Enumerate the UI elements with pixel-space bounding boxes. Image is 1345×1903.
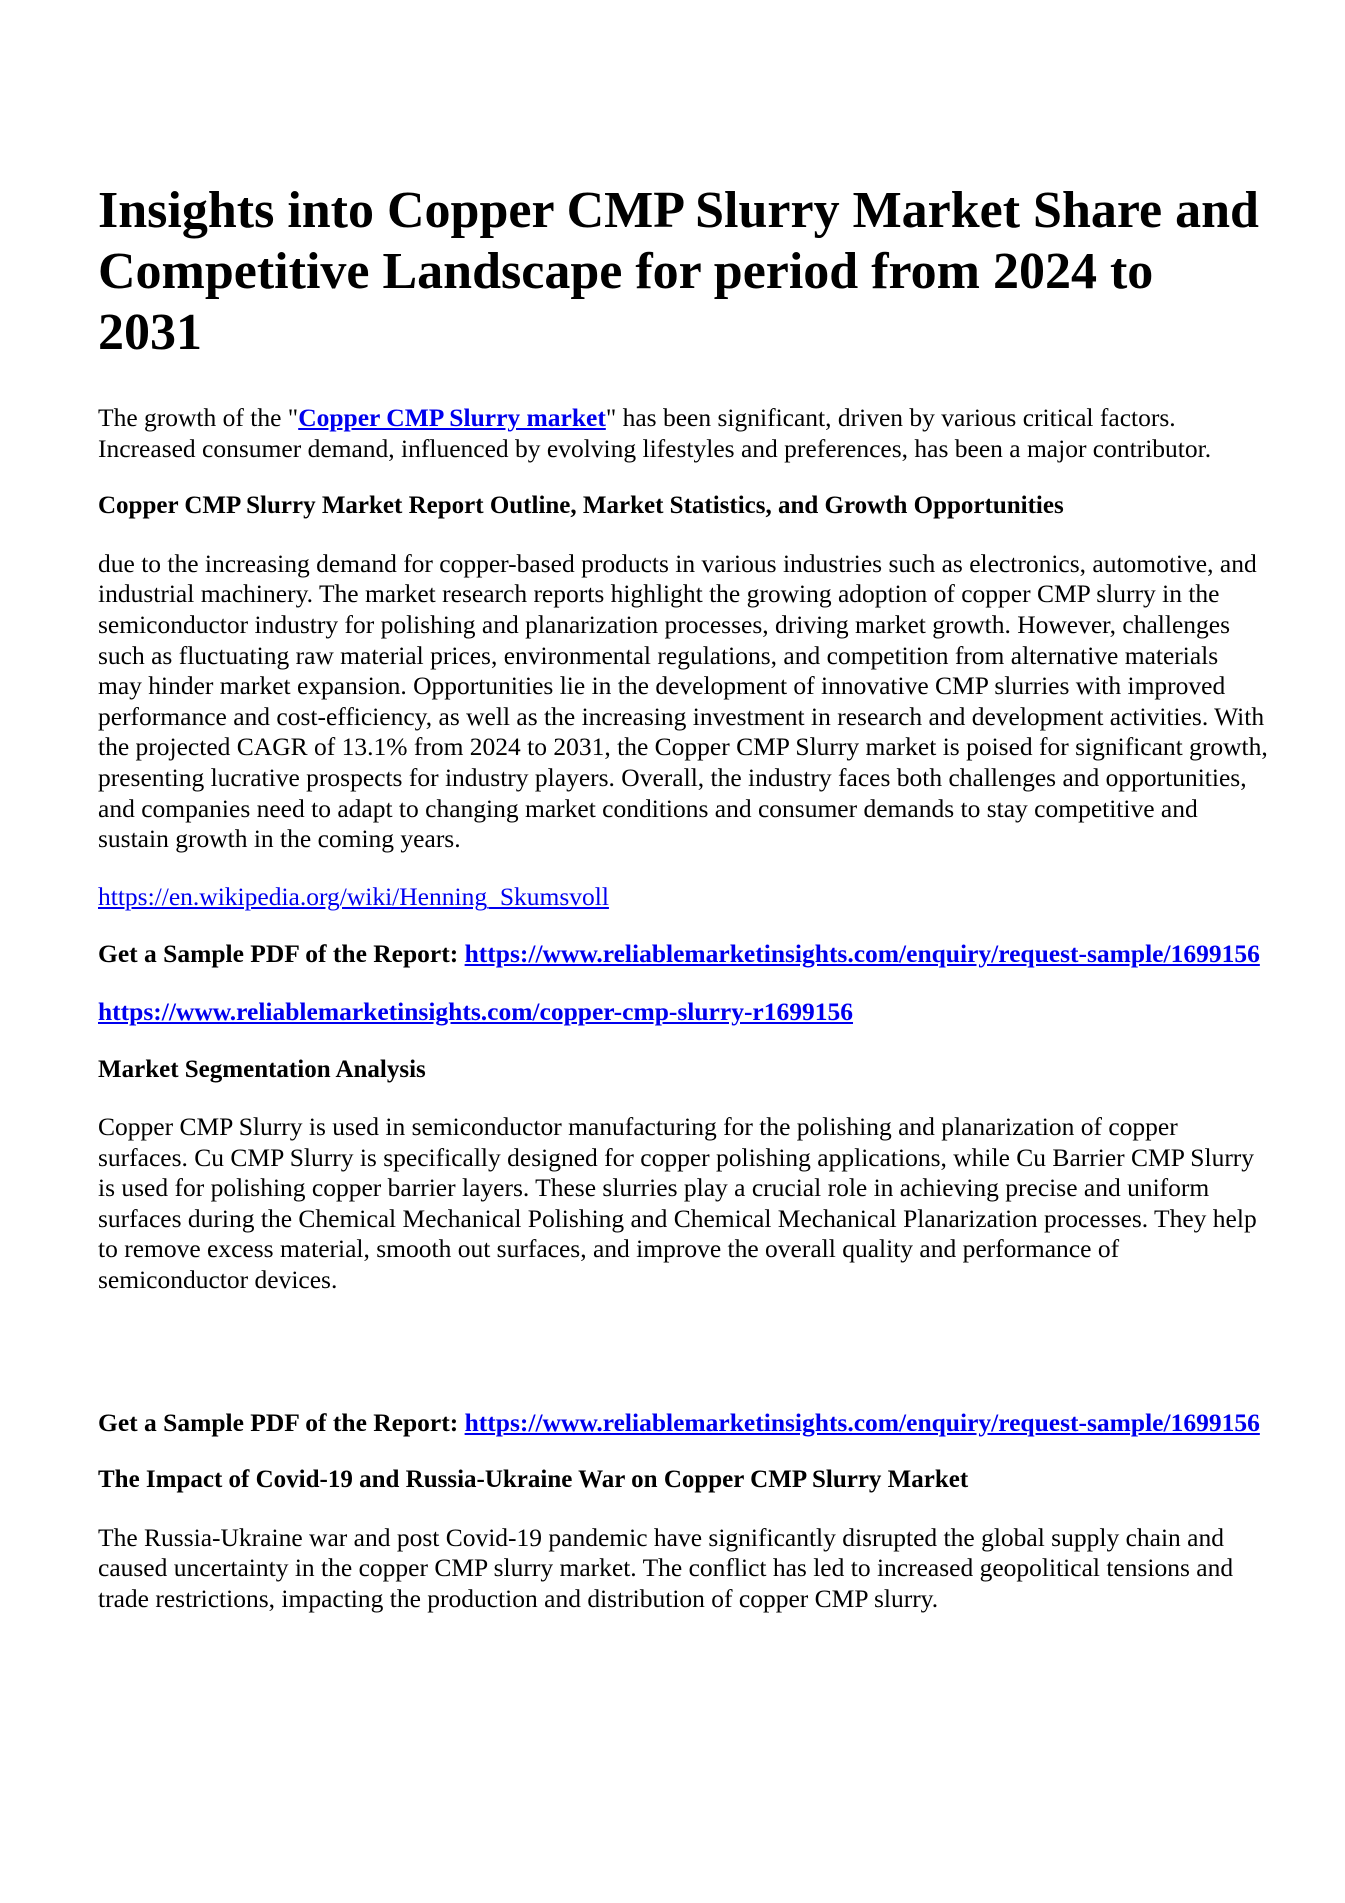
sample-pdf-link[interactable]: https://www.reliablemarketinsights.com/enquiry/request-sample/1699156 (464, 939, 1260, 969)
sample-pdf-link-2[interactable]: https://www.reliablemarketinsights.com/enquiry/request-sample/1699156 (464, 1407, 1260, 1437)
wiki-link[interactable]: https://en.wikipedia.org/wiki/Henning_Skumsvoll (98, 881, 609, 911)
sample-pdf-line: Get a Sample PDF of the Report: https://www.reliablemarketinsights.com/enquiry/request-sample/1699156 (98, 939, 1260, 969)
spacer (98, 1323, 1268, 1408)
market-link[interactable]: Copper CMP Slurry market (298, 403, 606, 432)
page-title: Insights into Copper CMP Slurry Market Share and Competitive Landscape for period from 2024 to 2031 (98, 182, 1259, 361)
segmentation-paragraph: Copper CMP Slurry is used in semiconductor manufacturing for the polishing and planarization of copper surfaces. Cu CMP Slurry is specifically designed for copper polishing applications, while Cu Barrier CMP Slurry is used for polishing copper barrier layers. These slurries play a crucial role in achieving precise and uniform surfaces during the Chemical Mechanical Polishing and Chemical Mechanical Planarization processes. They help to remove excess material, smooth out surfaces, and improve the overall quality and performance of semiconductor devices. (98, 1112, 1257, 1295)
sample-pdf-line-2: Get a Sample PDF of the Report: https://www.reliablemarketinsights.com/enquiry/request-sample/1699156 (98, 1407, 1260, 1437)
report-link[interactable]: https://www.reliablemarketinsights.com/copper-cmp-slurry-r1699156 (98, 996, 854, 1026)
impact-paragraph: The Russia-Ukraine war and post Covid-19 pandemic have significantly disrupted the global supply chain and caused uncertainty in the copper CMP slurry market. The conflict has led to increased geopolitical tensions and trade restrictions, impacting the production and distribution of copper CMP slurry. (98, 1522, 1234, 1614)
section-heading-impact: The Impact of Covid-19 and Russia-Ukraine War on Copper CMP Slurry Market (98, 1466, 969, 1494)
section-heading-segmentation: Market Segmentation Analysis (98, 1055, 426, 1083)
section-heading-outline: Copper CMP Slurry Market Report Outline, Market Statistics, and Growth Opportunities (98, 492, 1064, 520)
outline-paragraph: due to the increasing demand for copper-based products in various industries such as electronics, automotive, and industrial machinery. The market research reports highlight the growing adoption of copper CMP slurry in the semiconductor industry for polishing and planarization processes, driving market growth. However, challenges such as fluctuating raw material prices, environmental regulations, and competition from alternative materials may hinder market expansion. Opportunities lie in the development of innovative CMP slurries with improved performance and cost-efficiency, as well as the increasing investment in research and development activities. With the projected CAGR of 13.1% from 2024 to 2031, the Copper CMP Slurry market is poised for significant growth, presenting lucrative prospects for industry players. Overall, the industry faces both challenges and opportunities, and companies need to adapt to changing market conditions and consumer demands to stay competitive and sustain growth in the coming years. (98, 548, 1268, 854)
document (98, 180, 1268, 1642)
intro-paragraph: The growth of the "Copper CMP Slurry market" has been significant, driven by various critical factors. Increased consumer demand, influenced by evolving lifestyles and preferences, has been a major contributor. (98, 403, 1212, 463)
